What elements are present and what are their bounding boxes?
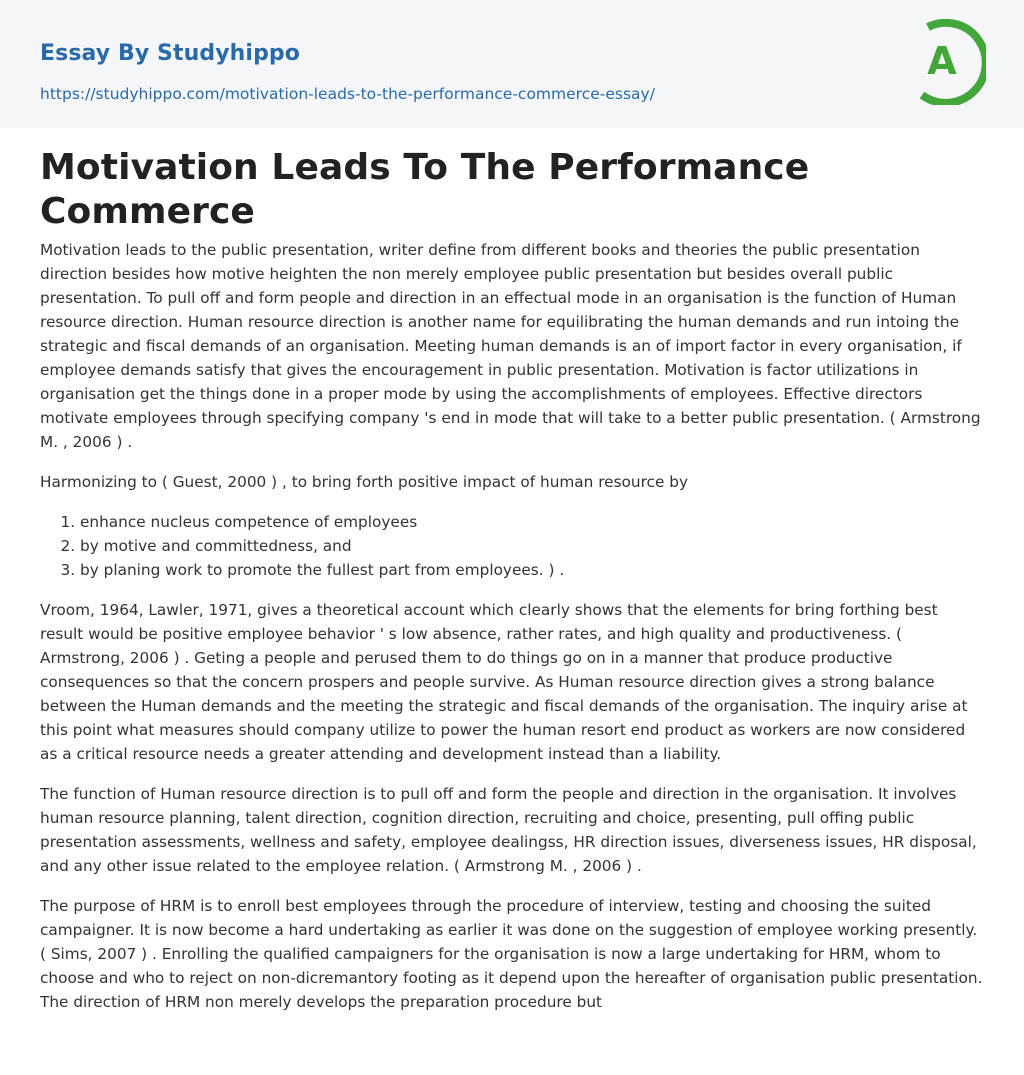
numbered-list xyxy=(40,510,984,582)
essay-paragraph: The function of Human resource direction is to pull off and form the people and direction in the organisation. It involves human resource planning, talent direction, cognition direction, recruiting and choice, presenting, pull offing public presentation assessments, wellness and safety, employee dealingss, HR direction issues, diverseness issues, HR disposal, and any other issue related to the employee relation. ( Armstrong M. , 2006 ) . xyxy=(40,785,977,875)
essay-title: Motivation Leads To The Performance Commerce xyxy=(40,147,810,232)
list-item: 2. by motive and committedness, and xyxy=(80,534,984,558)
essay-url-link[interactable]: https://studyhippo.com/motivation-leads-to-the-performance-commerce-essay/ xyxy=(40,85,655,103)
site-brand[interactable]: Essay By Studyhippo xyxy=(40,41,300,66)
list-item: 1. enhance nucleus competence of employees xyxy=(80,510,984,534)
essay-paragraph: Vroom, 1964, Lawler, 1971, gives a theoretical account which clearly shows that the elements for bring forthing best result would be positive employee behavior ' s low absence, rather rates, and high quality and productiveness. ( Armstrong, 2006 ) . Geting a people and perused them to do things go on in a manner that produce productive consequences so that the concern prospers and people survive. As Human resource direction gives a strong balance between the Human demands and the meeting the strategic and fiscal demands of the organisation. The inquiry arise at this point what measures should company utilize to power the human resort end product as workers are now considered as a critical resource needs a greater attending and development instead than a liability. xyxy=(40,601,968,763)
essay-content xyxy=(0,128,1024,1014)
essay-paragraph: Harmonizing to ( Guest, 2000 ) , to bring forth positive impact of human resource by xyxy=(40,473,689,491)
essay-paragraph: The purpose of HRM is to enroll best employees through the procedure of interview, testing and choosing the suited campaigner. It is now become a hard undertaking as earlier it was done on the suggestion of employee working presently. ( Sims, 2007 ) . Enrolling the qualified campaigners for the organisation is now a large undertaking for HRM, whom to choose and who to reject on non-dicremantory footing as it depend upon the hereafter of organisation public presentation. The direction of HRM non merely develops the preparation procedure but xyxy=(40,897,983,1011)
studyhippo-logo-icon[interactable] xyxy=(916,19,986,105)
site-header xyxy=(0,0,1024,128)
essay-paragraph: Motivation leads to the public presentation, writer define from different books and theories the public presentation direction besides how motive heighten the non merely employee public presentation but besides overall public presentation. To pull off and form people and direction in an effectual mode in an organisation is the function of Human resource direction. Human resource direction is another name for equilibrating the human demands and run intoing the strategic and fiscal demands of an organisation. Meeting human demands is an of import factor in every organisation, if employee demands satisfy that gives the encouragement in public presentation. Motivation is factor utilizations in organisation get the things done in a proper mode by using the accomplishments of employees. Effective directors motivate employees through specifying company 's end in mode that will take to a better public presentation. ( Armstrong M. , 2006 ) . xyxy=(40,241,981,451)
logo-letter: A xyxy=(927,39,957,83)
list-item: 3. by planing work to promote the fullest part from employees. ) . xyxy=(80,558,984,582)
